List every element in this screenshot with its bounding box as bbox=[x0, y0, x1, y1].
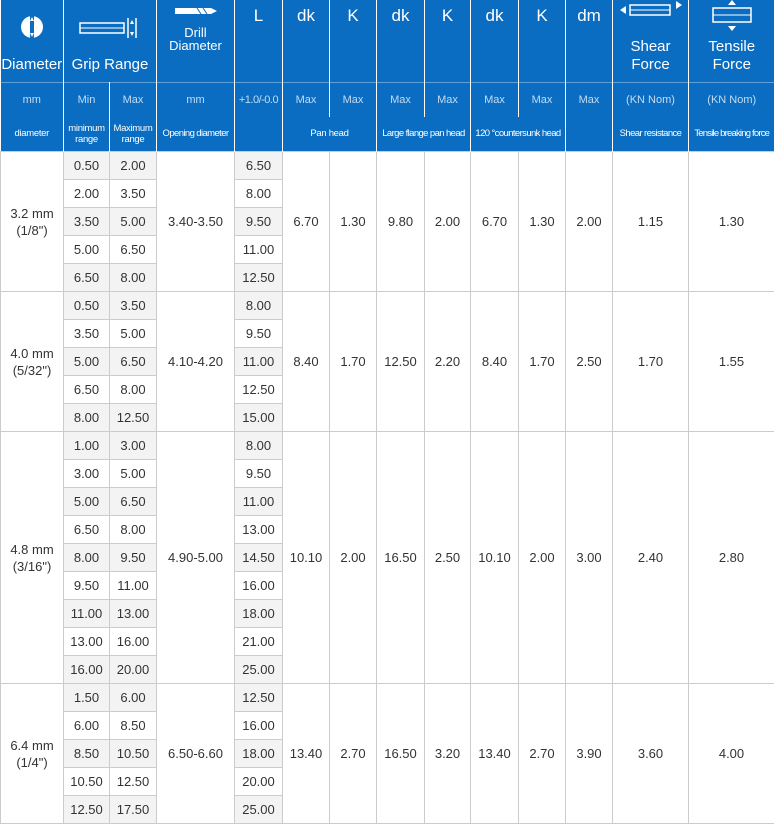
unit-tensile: (KN Nom) bbox=[689, 83, 774, 117]
diameter-mm: 6.4 mm bbox=[10, 738, 53, 753]
header-tensile-force bbox=[689, 0, 774, 83]
unit-dk-pan: Max bbox=[283, 83, 330, 117]
spec-dk2-cell: 16.50 bbox=[377, 432, 425, 684]
spec-shear-cell: 2.40 bbox=[613, 432, 689, 684]
diameter-mm: 4.8 mm bbox=[10, 542, 53, 557]
spec-k1-cell: 1.30 bbox=[330, 152, 377, 292]
header-drill-line2: Diameter bbox=[169, 38, 222, 53]
header-k-pan: K bbox=[330, 0, 377, 83]
header-row-units bbox=[1, 83, 774, 117]
header-tensile-label: Tensile Force bbox=[708, 38, 755, 73]
grip-min-cell: 10.50 bbox=[64, 768, 110, 796]
spec-dk3-cell: 13.40 bbox=[471, 684, 519, 824]
grip-max-cell: 17.50 bbox=[110, 796, 157, 824]
header-diameter-label: Diameter bbox=[1, 56, 62, 73]
table-row bbox=[1, 152, 774, 180]
header-dk-pan: dk bbox=[283, 0, 330, 83]
diameter-cell bbox=[1, 292, 64, 432]
header-grip-range bbox=[64, 0, 157, 83]
spec-dk2-cell: 16.50 bbox=[377, 684, 425, 824]
grip-max-cell: 8.50 bbox=[110, 712, 157, 740]
diameter-inch: (1/8") bbox=[16, 223, 47, 238]
header-dk-large-flange: dk bbox=[377, 0, 425, 83]
desc-max-line2: range bbox=[122, 134, 145, 145]
length-cell: 11.00 bbox=[235, 236, 283, 264]
spec-dk2-cell: 12.50 bbox=[377, 292, 425, 432]
grip-max-cell: 12.50 bbox=[110, 768, 157, 796]
header-drill-line1: Drill bbox=[184, 25, 206, 40]
length-cell: 6.50 bbox=[235, 152, 283, 180]
grip-min-cell: 6.00 bbox=[64, 712, 110, 740]
length-cell: 13.00 bbox=[235, 516, 283, 544]
grip-min-cell: 5.00 bbox=[64, 488, 110, 516]
grip-max-cell: 5.00 bbox=[110, 460, 157, 488]
length-cell: 20.00 bbox=[235, 768, 283, 796]
length-cell: 25.00 bbox=[235, 796, 283, 824]
grip-max-cell: 10.50 bbox=[110, 740, 157, 768]
unit-max: Max bbox=[110, 83, 157, 117]
spec-k3-cell: 1.70 bbox=[519, 292, 566, 432]
header-row-descriptions bbox=[1, 117, 774, 152]
header-dm: dm bbox=[566, 0, 613, 83]
grip-min-cell: 16.00 bbox=[64, 656, 110, 684]
diameter-cell bbox=[1, 152, 64, 292]
desc-min-line2: range bbox=[75, 134, 98, 145]
spec-k3-cell: 1.30 bbox=[519, 152, 566, 292]
grip-min-cell: 5.00 bbox=[64, 348, 110, 376]
unit-k-pan: Max bbox=[330, 83, 377, 117]
spec-dk1-cell: 13.40 bbox=[283, 684, 330, 824]
diameter-cell bbox=[1, 432, 64, 684]
grip-max-cell: 11.00 bbox=[110, 572, 157, 600]
drill-diameter-cell: 4.10-4.20 bbox=[157, 292, 235, 432]
grip-max-cell: 6.50 bbox=[110, 488, 157, 516]
grip-min-cell: 8.50 bbox=[64, 740, 110, 768]
unit-L: +1.0/-0.0 bbox=[235, 83, 283, 117]
grip-min-cell: 6.50 bbox=[64, 376, 110, 404]
desc-dm bbox=[566, 117, 613, 152]
length-cell: 8.00 bbox=[235, 292, 283, 320]
grip-min-cell: 1.00 bbox=[64, 432, 110, 460]
header-L: L bbox=[235, 0, 283, 83]
length-cell: 11.00 bbox=[235, 488, 283, 516]
length-cell: 11.00 bbox=[235, 348, 283, 376]
length-cell: 14.50 bbox=[235, 544, 283, 572]
spec-dm-cell: 2.50 bbox=[566, 292, 613, 432]
unit-dk-large-flange: Max bbox=[377, 83, 425, 117]
desc-max bbox=[110, 117, 157, 152]
spec-tensile-cell: 1.55 bbox=[689, 292, 774, 432]
length-cell: 15.00 bbox=[235, 404, 283, 432]
grip-min-cell: 3.00 bbox=[64, 460, 110, 488]
spec-dk2-cell: 9.80 bbox=[377, 152, 425, 292]
header-dk-countersunk: dk bbox=[471, 0, 519, 83]
spec-k1-cell: 2.00 bbox=[330, 432, 377, 684]
spec-k3-cell: 2.70 bbox=[519, 684, 566, 824]
table-row bbox=[1, 292, 774, 320]
length-cell: 8.00 bbox=[235, 180, 283, 208]
grip-max-cell: 3.50 bbox=[110, 292, 157, 320]
spec-shear-cell: 3.60 bbox=[613, 684, 689, 824]
unit-drill: mm bbox=[157, 83, 235, 117]
grip-min-cell: 0.50 bbox=[64, 292, 110, 320]
spec-dk1-cell: 8.40 bbox=[283, 292, 330, 432]
spec-dm-cell: 3.00 bbox=[566, 432, 613, 684]
length-cell: 12.50 bbox=[235, 376, 283, 404]
length-cell: 18.00 bbox=[235, 740, 283, 768]
desc-pan-head: Pan head bbox=[283, 117, 377, 152]
drill-diameter-cell: 3.40-3.50 bbox=[157, 152, 235, 292]
header-k-large-flange: K bbox=[425, 0, 471, 83]
header-shear-force bbox=[613, 0, 689, 83]
grip-min-cell: 9.50 bbox=[64, 572, 110, 600]
diameter-inch: (1/4") bbox=[16, 755, 47, 770]
desc-max-line1: Maximum bbox=[113, 123, 152, 134]
shear-force-arrow-icon bbox=[618, 0, 684, 20]
header-shear-label: Shear Force bbox=[630, 38, 670, 73]
unit-dk-countersunk: Max bbox=[471, 83, 519, 117]
header-row-titles bbox=[1, 0, 774, 83]
spec-k1-cell: 1.70 bbox=[330, 292, 377, 432]
grip-max-cell: 2.00 bbox=[110, 152, 157, 180]
grip-max-cell: 13.00 bbox=[110, 600, 157, 628]
rivet-cross-section-icon bbox=[20, 12, 44, 42]
spec-tensile-cell: 4.00 bbox=[689, 684, 774, 824]
grip-min-cell: 5.00 bbox=[64, 236, 110, 264]
unit-shear: (KN Nom) bbox=[613, 83, 689, 117]
spec-dk3-cell: 6.70 bbox=[471, 152, 519, 292]
spec-dm-cell: 3.90 bbox=[566, 684, 613, 824]
desc-min-line1: minimum bbox=[68, 123, 104, 134]
drill-diameter-cell: 4.90-5.00 bbox=[157, 432, 235, 684]
grip-min-cell: 8.00 bbox=[64, 544, 110, 572]
spec-tensile-cell: 1.30 bbox=[689, 152, 774, 292]
desc-shear: Shear resistance bbox=[613, 117, 689, 152]
desc-diameter: diameter bbox=[1, 117, 64, 152]
header-diameter bbox=[1, 0, 64, 83]
length-cell: 21.00 bbox=[235, 628, 283, 656]
tensile-force-arrow-icon bbox=[710, 0, 754, 32]
spec-dk1-cell: 6.70 bbox=[283, 152, 330, 292]
grip-min-cell: 2.00 bbox=[64, 180, 110, 208]
header-grip-range-label: Grip Range bbox=[72, 56, 149, 73]
grip-max-cell: 8.00 bbox=[110, 516, 157, 544]
desc-L bbox=[235, 117, 283, 152]
grip-max-cell: 6.00 bbox=[110, 684, 157, 712]
grip-max-cell: 12.50 bbox=[110, 404, 157, 432]
grip-max-cell: 20.00 bbox=[110, 656, 157, 684]
spec-k2-cell: 2.50 bbox=[425, 432, 471, 684]
unit-min: Min bbox=[64, 83, 110, 117]
desc-countersunk: 120 °countersunk head bbox=[471, 117, 566, 152]
drill-bit-icon bbox=[173, 4, 219, 18]
spec-shear-cell: 1.70 bbox=[613, 292, 689, 432]
grip-min-cell: 0.50 bbox=[64, 152, 110, 180]
grip-max-cell: 5.00 bbox=[110, 208, 157, 236]
desc-tensile: Tensile breaking force bbox=[689, 117, 774, 152]
spec-k1-cell: 2.70 bbox=[330, 684, 377, 824]
diameter-cell bbox=[1, 684, 64, 824]
grip-min-cell: 8.00 bbox=[64, 404, 110, 432]
diameter-inch: (3/16") bbox=[13, 559, 52, 574]
grip-max-cell: 9.50 bbox=[110, 544, 157, 572]
grip-min-cell: 6.50 bbox=[64, 264, 110, 292]
spec-dk1-cell: 10.10 bbox=[283, 432, 330, 684]
grip-max-cell: 8.00 bbox=[110, 376, 157, 404]
length-cell: 9.50 bbox=[235, 320, 283, 348]
grip-max-cell: 8.00 bbox=[110, 264, 157, 292]
grip-min-cell: 3.50 bbox=[64, 208, 110, 236]
spec-k2-cell: 2.20 bbox=[425, 292, 471, 432]
table-row bbox=[1, 432, 774, 460]
grip-max-cell: 3.50 bbox=[110, 180, 157, 208]
drill-diameter-cell: 6.50-6.60 bbox=[157, 684, 235, 824]
table-row bbox=[1, 684, 774, 712]
length-cell: 8.00 bbox=[235, 432, 283, 460]
grip-max-cell: 5.00 bbox=[110, 320, 157, 348]
grip-min-cell: 11.00 bbox=[64, 600, 110, 628]
grip-max-cell: 6.50 bbox=[110, 236, 157, 264]
grip-min-cell: 1.50 bbox=[64, 684, 110, 712]
grip-range-dimension-icon bbox=[74, 16, 146, 40]
spec-tensile-cell: 2.80 bbox=[689, 432, 774, 684]
grip-max-cell: 3.00 bbox=[110, 432, 157, 460]
spec-k2-cell: 3.20 bbox=[425, 684, 471, 824]
grip-min-cell: 6.50 bbox=[64, 516, 110, 544]
unit-k-countersunk: Max bbox=[519, 83, 566, 117]
grip-min-cell: 13.00 bbox=[64, 628, 110, 656]
header-drill-diameter bbox=[157, 0, 235, 83]
length-cell: 12.50 bbox=[235, 264, 283, 292]
grip-max-cell: 16.00 bbox=[110, 628, 157, 656]
spec-table-body bbox=[1, 152, 774, 824]
length-cell: 9.50 bbox=[235, 208, 283, 236]
spec-dk3-cell: 10.10 bbox=[471, 432, 519, 684]
spec-k2-cell: 2.00 bbox=[425, 152, 471, 292]
length-cell: 18.00 bbox=[235, 600, 283, 628]
spec-dm-cell: 2.00 bbox=[566, 152, 613, 292]
diameter-mm: 3.2 mm bbox=[10, 206, 53, 221]
unit-k-large-flange: Max bbox=[425, 83, 471, 117]
header-k-countersunk: K bbox=[519, 0, 566, 83]
length-cell: 16.00 bbox=[235, 572, 283, 600]
desc-drill: Opening diameter bbox=[157, 117, 235, 152]
length-cell: 9.50 bbox=[235, 460, 283, 488]
unit-diameter: mm bbox=[1, 83, 64, 117]
desc-large-flange: Large flange pan head bbox=[377, 117, 471, 152]
length-cell: 12.50 bbox=[235, 684, 283, 712]
length-cell: 25.00 bbox=[235, 656, 283, 684]
spec-shear-cell: 1.15 bbox=[613, 152, 689, 292]
grip-min-cell: 12.50 bbox=[64, 796, 110, 824]
diameter-inch: (5/32") bbox=[13, 363, 52, 378]
grip-max-cell: 6.50 bbox=[110, 348, 157, 376]
grip-min-cell: 3.50 bbox=[64, 320, 110, 348]
unit-dm: Max bbox=[566, 83, 613, 117]
length-cell: 16.00 bbox=[235, 712, 283, 740]
spec-dk3-cell: 8.40 bbox=[471, 292, 519, 432]
desc-min bbox=[64, 117, 110, 152]
diameter-mm: 4.0 mm bbox=[10, 346, 53, 361]
spec-k3-cell: 2.00 bbox=[519, 432, 566, 684]
